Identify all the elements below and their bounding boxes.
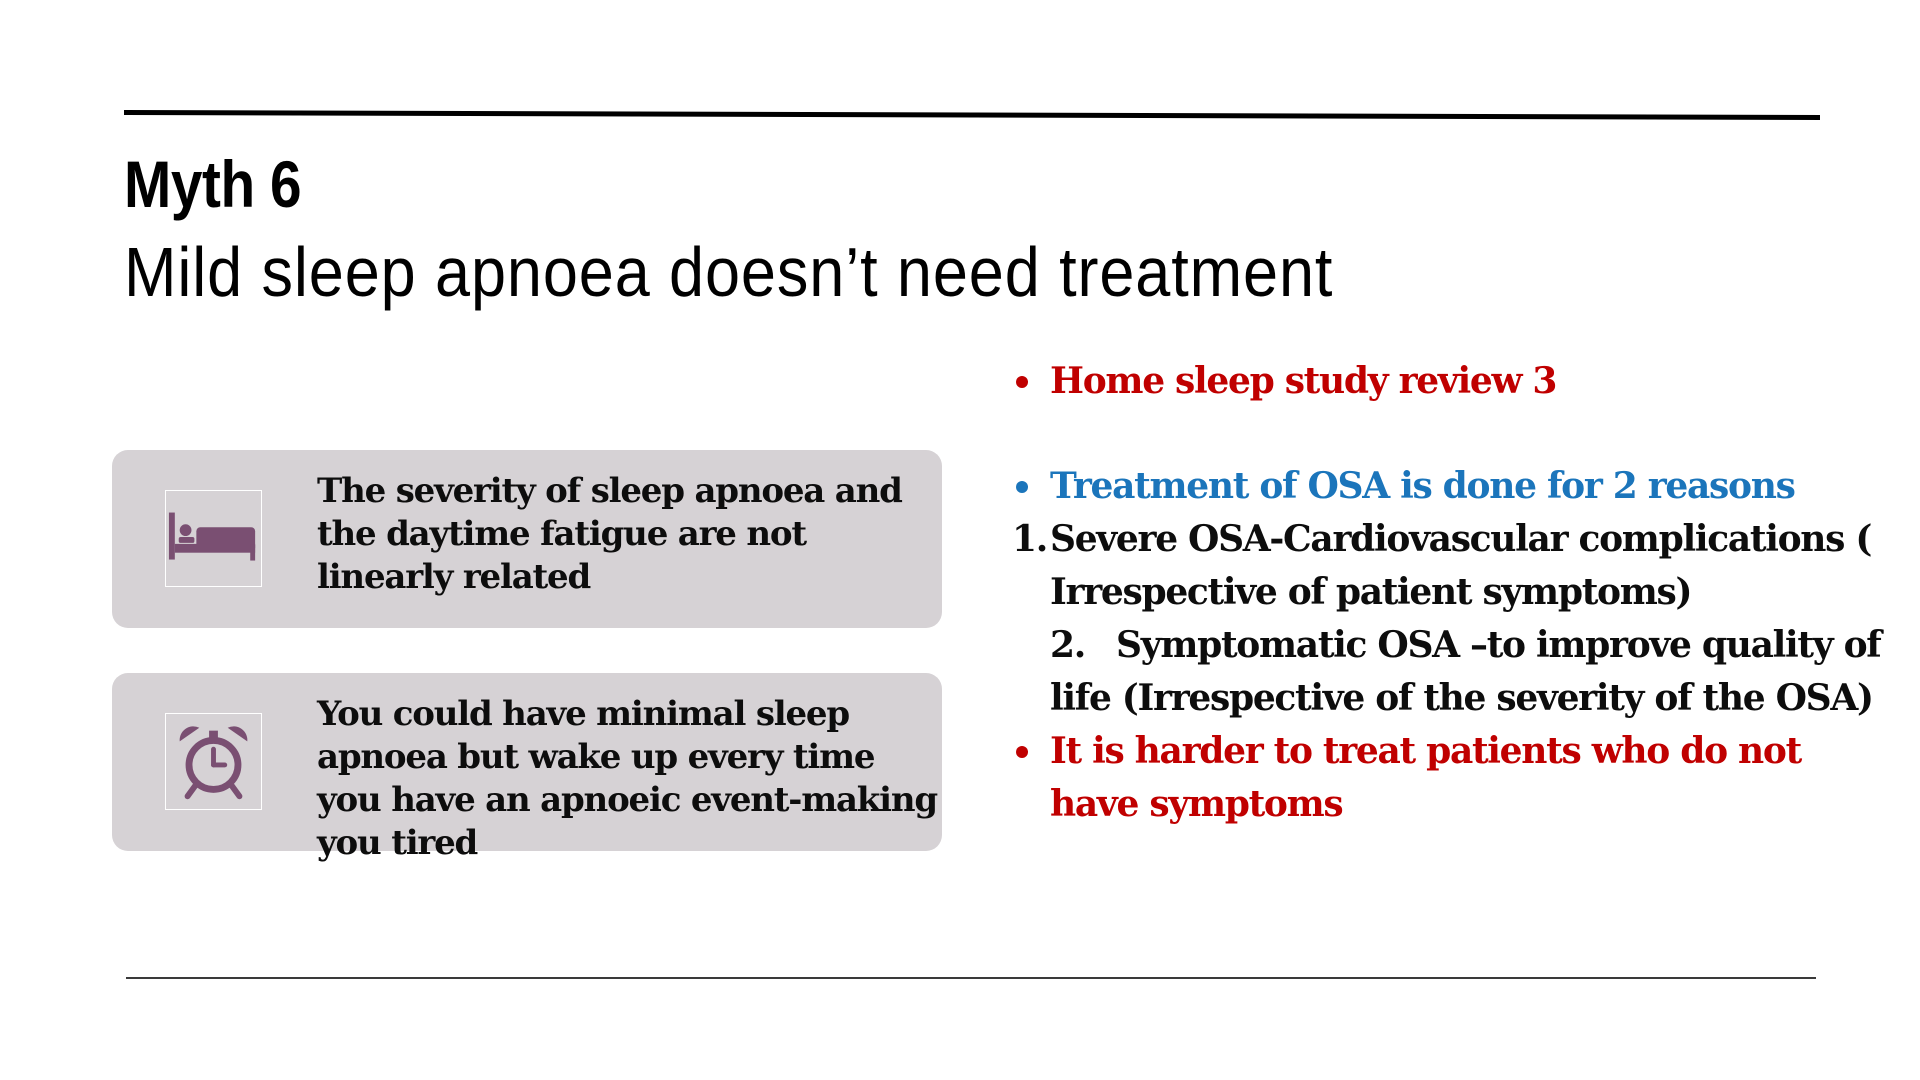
numbered-item-1 <box>1012 513 1892 619</box>
top-divider <box>124 110 1820 120</box>
info-card-severity <box>112 450 942 628</box>
card-text-severity: The severity of sleep apnoea and the daytime fatigue are not linearly related <box>317 471 902 597</box>
info-card-wake <box>112 673 942 863</box>
card-text-wake: You could have minimal sleep apnoea but wake up every time you have an apnoeic event-making you tired <box>317 694 937 863</box>
item-text: Symptomatic OSA –to improve quality of life (Irrespective of the severity of the OSA) <box>1050 624 1881 719</box>
bullet-home-sleep-study <box>1012 355 1892 408</box>
bullet-treatment-reasons <box>1012 460 1892 513</box>
slide-title: Myth 6 <box>124 147 302 221</box>
numbered-item-2 <box>1012 619 1892 725</box>
bullet-text: Treatment of OSA is done for 2 reasons <box>1050 465 1795 507</box>
right-panel <box>1012 355 1892 831</box>
bullet-dot <box>1016 376 1028 388</box>
bullet-text: Home sleep study review 3 <box>1050 360 1557 402</box>
bullet-text: It is harder to treat patients who do not have symptoms <box>1050 730 1801 825</box>
alarm-clock-icon <box>165 713 262 810</box>
item-number: 2. <box>1050 624 1085 666</box>
bullet-dot <box>1016 481 1028 493</box>
item-number: 1. <box>1012 518 1047 560</box>
bullet-dot <box>1016 746 1028 758</box>
slide-subtitle: Mild sleep apnoea doesn’t need treatment <box>124 233 1334 311</box>
bed-icon <box>165 490 262 587</box>
item-text: Severe OSA-Cardiovascular complications ( Irrespective of patient symptoms) <box>1050 518 1872 613</box>
bottom-divider <box>126 977 1816 979</box>
bullet-harder-to-treat <box>1012 725 1892 831</box>
